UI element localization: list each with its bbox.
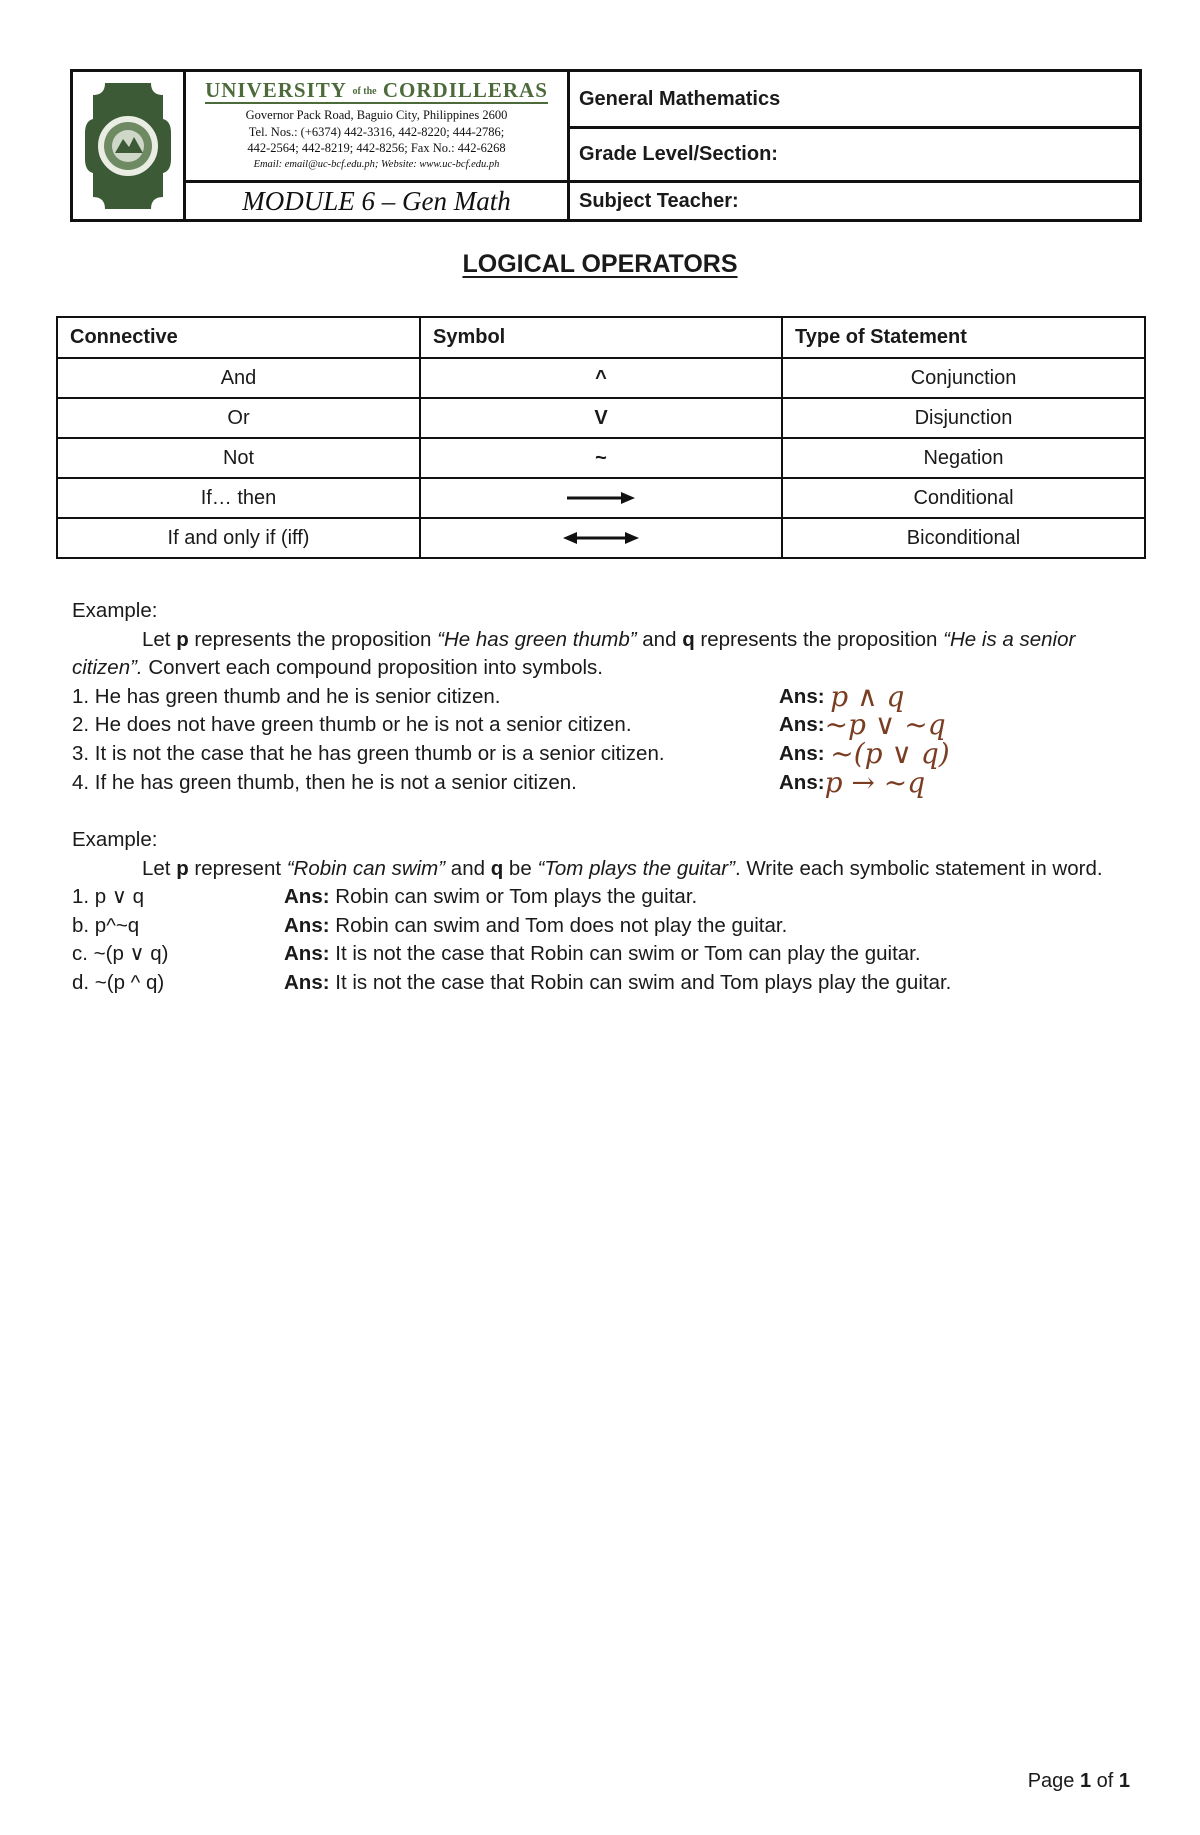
double-arrow-icon: [563, 530, 639, 546]
university-address: Governor Pack Road, Baguio City, Philippines 2600: [245, 108, 508, 123]
symbol-cell: ~: [420, 438, 782, 478]
example-label: Example:: [72, 599, 158, 622]
logical-operators-table: [56, 316, 1146, 559]
table-header-row: [57, 317, 1145, 358]
list-item: 3. It is not the case that he has green thumb or is a senior citizen. Ans: ~(p ∨ q): [72, 736, 950, 770]
answer-text: It is not the case that Robin can swim or Tom can play the guitar.: [335, 942, 921, 966]
module-title: MODULE 6 – Gen Math: [242, 185, 511, 216]
table-row: [57, 358, 1145, 398]
connective-cell: Not: [57, 438, 420, 478]
right-arrow-icon: [567, 490, 635, 506]
seal-icon: [85, 81, 171, 211]
answer-label: Ans:: [284, 970, 330, 994]
university-block: [186, 72, 567, 183]
example-2: [72, 826, 1130, 998]
type-cell: Negation: [782, 438, 1145, 478]
table-row: [57, 398, 1145, 438]
answer-text: Robin can swim or Tom plays the guitar.: [335, 885, 698, 909]
column-header: Symbol: [420, 317, 782, 358]
symbol-cell: ^: [420, 358, 782, 398]
example-1: [72, 597, 1130, 797]
header-fields: [570, 72, 1139, 219]
example-label: Example:: [72, 828, 158, 851]
answer-formula: p ∧ q: [830, 679, 905, 713]
symbol-cell: [420, 518, 782, 558]
table-row: [57, 438, 1145, 478]
column-header: Connective: [57, 317, 420, 358]
type-cell: Disjunction: [782, 398, 1145, 438]
page-title: LOGICAL OPERATORS: [462, 250, 738, 278]
grade-level-field: Grade Level/Section:: [570, 129, 1139, 183]
connective-cell: If… then: [57, 478, 420, 518]
type-cell: Biconditional: [782, 518, 1145, 558]
list-item: 1. p ∨ q Ans: Robin can swim or Tom plays the guitar.: [72, 883, 1130, 912]
answer-text: Robin can swim and Tom does not play the guitar.: [335, 913, 788, 937]
answer-label: Ans:: [284, 913, 330, 937]
answer-label: Ans:: [779, 684, 825, 708]
university-phone: Tel. Nos.: (+6374) 442-3316, 442-8220; 444-2786;: [248, 124, 505, 139]
module-header: [70, 69, 1142, 222]
type-cell: Conjunction: [782, 358, 1145, 398]
table-row: [57, 478, 1145, 518]
answer-label: Ans:: [779, 741, 825, 765]
list-item: c. ~(p ∨ q) Ans: It is not the case that Robin can swim or Tom can play the guitar.: [72, 940, 1130, 969]
symbol-cell: [420, 478, 782, 518]
answer-label: Ans:: [779, 713, 825, 737]
answer-formula: ~(p ∨ q): [830, 736, 950, 770]
example-intro: Let p represent “Robin can swim” and q be “Tom plays the guitar”. Write each symbolic statement in word.: [142, 856, 1103, 880]
answer-label: Ans:: [779, 770, 825, 794]
list-item: d. ~(p ^ q) Ans: It is not the case that Robin can swim and Tom plays play the guitar.: [72, 969, 1130, 998]
subject-teacher-field: Subject Teacher:: [579, 189, 739, 212]
answer-formula: p → ~q: [824, 765, 926, 799]
column-header: Type of Statement: [782, 317, 1145, 358]
list-item: 2. He does not have green thumb or he is not a senior citizen. Ans: ~p ∨ ~q: [72, 708, 946, 742]
university-fax: 442-2564; 442-8219; 442-8256; Fax No.: 442-6268: [247, 141, 506, 156]
answer-formula: ~p ∨ ~q: [824, 708, 946, 742]
answer-label: Ans:: [284, 885, 330, 909]
connective-cell: And: [57, 358, 420, 398]
answer-label: Ans:: [284, 942, 330, 966]
subject-name: General Mathematics: [570, 72, 1139, 129]
list-item: 1. He has green thumb and he is senior citizen. Ans: p ∧ q: [72, 679, 905, 713]
list-item: b. p^~q Ans: Robin can swim and Tom does not play the guitar.: [72, 912, 1130, 941]
university-seal-logo: [73, 72, 186, 219]
page-number: Page 1 of 1: [1027, 1770, 1130, 1792]
connective-cell: Or: [57, 398, 420, 438]
list-item: 4. If he has green thumb, then he is not a senior citizen. Ans: p → ~q: [72, 765, 926, 799]
answer-text: It is not the case that Robin can swim and Tom plays play the guitar.: [335, 970, 952, 994]
connective-cell: If and only if (iff): [57, 518, 420, 558]
table-row: [57, 518, 1145, 558]
university-email: Email: email@uc-bcf.edu.ph; Website: www.uc-bcf.edu.ph: [253, 158, 500, 170]
symbol-cell: V: [420, 398, 782, 438]
type-cell: Conditional: [782, 478, 1145, 518]
university-info: [186, 72, 570, 219]
example-intro: Let p represents the proposition “He has green thumb” and q represents the proposition “He is a senior citizen”. Convert each compound proposition into symbols.: [72, 627, 1076, 680]
university-name: UNIVERSITY of the CORDILLERAS: [205, 80, 548, 104]
